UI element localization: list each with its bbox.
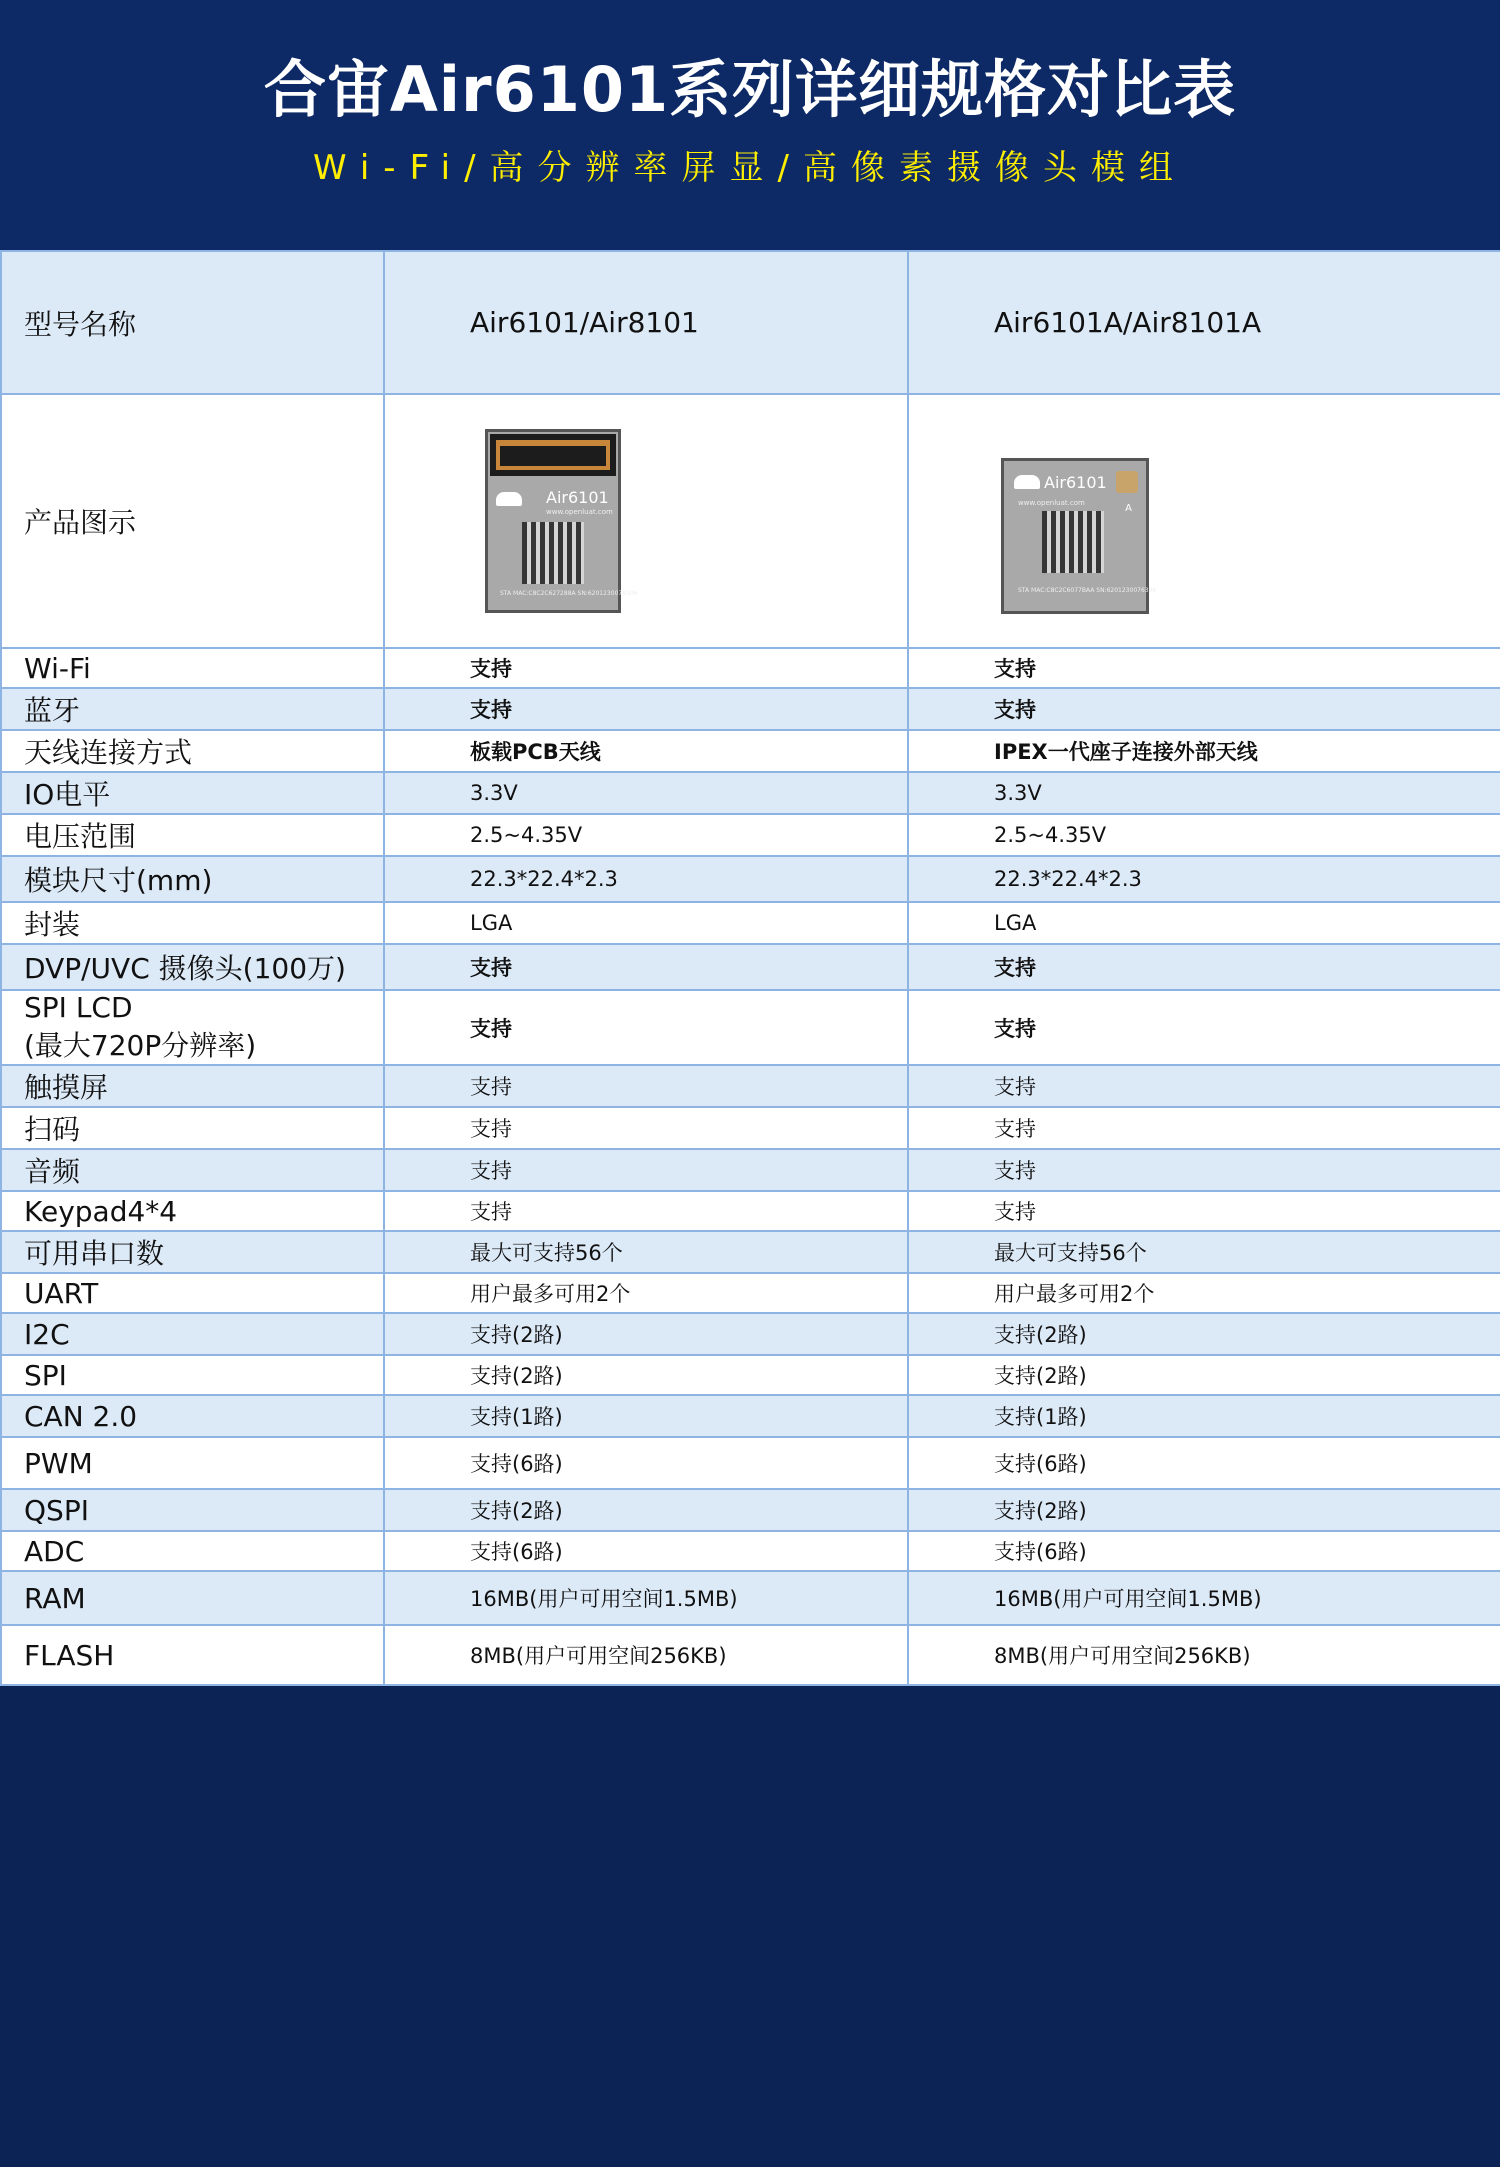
table-row [1,1355,1500,1395]
row-value-col2: IPEX一代座子连接外部天线 [908,730,1500,772]
table-row [1,1231,1500,1273]
row-label: QSPI [1,1489,384,1531]
table-row [1,688,1500,730]
row-value-col1: LGA [384,902,908,944]
row-label: 扫码 [1,1107,384,1149]
row-value-col2: 支持 [908,1149,1500,1191]
table-row [1,1437,1500,1489]
spec-table [0,250,1500,1686]
row-value-col2: 支持 [908,944,1500,990]
pcb-antenna [490,434,616,476]
module-fine-print: STA MAC:C8C2C627288A SN:6201230076306 [500,590,638,597]
row-value-col2: 支持 [908,1065,1500,1107]
row-value-col2: 支持(1路) [908,1395,1500,1437]
image-row [1,394,1500,648]
table-row [1,730,1500,772]
model-label: 型号名称 [1,251,384,394]
row-value-col2: 8MB(用户可用空间256KB) [908,1625,1500,1685]
row-label: 音频 [1,1149,384,1191]
page-title: 合宙Air6101系列详细规格对比表 [263,53,1237,126]
row-value-col2: 支持 [908,1107,1500,1149]
model-row [1,251,1500,394]
row-value-col1: 支持(2路) [384,1355,908,1395]
row-value-col2: 支持(2路) [908,1355,1500,1395]
page-footer [0,2045,1500,2167]
row-value-col2: 22.3*22.4*2.3 [908,856,1500,902]
module-fine-print: STA MAC:C8C2C6077BAA SN:6201230076306 [1018,587,1157,594]
row-label: 模块尺寸(mm) [1,856,384,902]
row-value-col1: 支持 [384,1149,908,1191]
row-label: DVP/UVC 摄像头(100万) [1,944,384,990]
row-label: IO电平 [1,772,384,814]
image-cell-2 [908,394,1500,648]
row-value-col1: 16MB(用户可用空间1.5MB) [384,1571,908,1625]
row-label: SPI [1,1355,384,1395]
row-label: 电压范围 [1,814,384,856]
row-value-col1: 支持(2路) [384,1313,908,1355]
row-label: 可用串口数 [1,1231,384,1273]
page-subtitle: Wi-Fi/高分辨率屏显/高像素摄像头模组 [312,148,1188,188]
module-url: www.openluat.com [1018,499,1085,507]
row-label: PWM [1,1437,384,1489]
row-value-col1: 支持(1路) [384,1395,908,1437]
table-row [1,990,1500,1065]
image-label: 产品图示 [1,394,384,648]
row-label: ADC [1,1531,384,1571]
module-image-air6101a [1001,458,1157,614]
row-value-col1: 支持(6路) [384,1531,908,1571]
row-value-col1: 2.5~4.35V [384,814,908,856]
row-value-col2: 用户最多可用2个 [908,1273,1500,1313]
qr-code-icon [522,522,584,584]
row-value-col1: 支持 [384,1107,908,1149]
row-label: 天线连接方式 [1,730,384,772]
luat-logo-icon [496,492,522,506]
row-label: UART [1,1273,384,1313]
row-value-col1: 板载PCB天线 [384,730,908,772]
row-value-col2: 支持 [908,990,1500,1065]
table-row [1,1313,1500,1355]
row-value-col2: 支持 [908,688,1500,730]
row-label: I2C [1,1313,384,1355]
model-col2: Air6101A/Air8101A [908,251,1500,394]
row-value-col1: 最大可支持56个 [384,1231,908,1273]
module-badge: A [1125,503,1132,514]
spec-table-wrapper [0,250,1500,1686]
row-value-col2: 16MB(用户可用空间1.5MB) [908,1571,1500,1625]
row-value-col2: 支持 [908,648,1500,688]
table-row [1,814,1500,856]
row-value-col1: 支持(6路) [384,1437,908,1489]
row-value-col2: 支持 [908,1191,1500,1231]
row-value-col1: 22.3*22.4*2.3 [384,856,908,902]
row-label: Wi-Fi [1,648,384,688]
table-row [1,856,1500,902]
table-row [1,944,1500,990]
luat-logo-icon [1014,475,1040,489]
row-value-col2: 2.5~4.35V [908,814,1500,856]
module-image-air6101 [485,429,638,613]
table-row [1,1395,1500,1437]
row-label: RAM [1,1571,384,1625]
row-value-col2: 支持(6路) [908,1531,1500,1571]
row-value-col1: 支持 [384,648,908,688]
image-cell-1 [384,394,908,648]
page-header [0,0,1500,250]
table-row [1,1489,1500,1531]
ipex-connector-icon [1116,471,1138,493]
row-value-col2: 最大可支持56个 [908,1231,1500,1273]
row-value-col1: 用户最多可用2个 [384,1273,908,1313]
table-row [1,1571,1500,1625]
row-value-col1: 3.3V [384,772,908,814]
row-value-col1: 支持 [384,990,908,1065]
row-value-col1: 支持(2路) [384,1489,908,1531]
row-label: FLASH [1,1625,384,1685]
table-row [1,1191,1500,1231]
row-value-col1: 8MB(用户可用空间256KB) [384,1625,908,1685]
row-value-col2: 支持(2路) [908,1313,1500,1355]
table-row [1,1149,1500,1191]
row-value-col1: 支持 [384,1191,908,1231]
table-row [1,902,1500,944]
row-label: SPI LCD (最大720P分辨率) [1,990,384,1065]
row-value-col2: 3.3V [908,772,1500,814]
row-value-col2: LGA [908,902,1500,944]
row-value-col2: 支持(2路) [908,1489,1500,1531]
table-row [1,1065,1500,1107]
module-brand: Air6101 [546,488,609,507]
module-brand: Air6101 [1044,473,1107,492]
table-row [1,772,1500,814]
qr-code-icon [1042,511,1104,573]
row-label: 触摸屏 [1,1065,384,1107]
table-row [1,1107,1500,1149]
table-row [1,1625,1500,1685]
row-label: Keypad4*4 [1,1191,384,1231]
model-col1: Air6101/Air8101 [384,251,908,394]
table-row [1,1531,1500,1571]
table-row [1,648,1500,688]
module-url: www.openluat.com [546,508,613,516]
row-value-col1: 支持 [384,944,908,990]
row-label: CAN 2.0 [1,1395,384,1437]
table-row [1,1273,1500,1313]
row-value-col1: 支持 [384,1065,908,1107]
row-label: 封装 [1,902,384,944]
row-label: 蓝牙 [1,688,384,730]
row-value-col1: 支持 [384,688,908,730]
row-value-col2: 支持(6路) [908,1437,1500,1489]
